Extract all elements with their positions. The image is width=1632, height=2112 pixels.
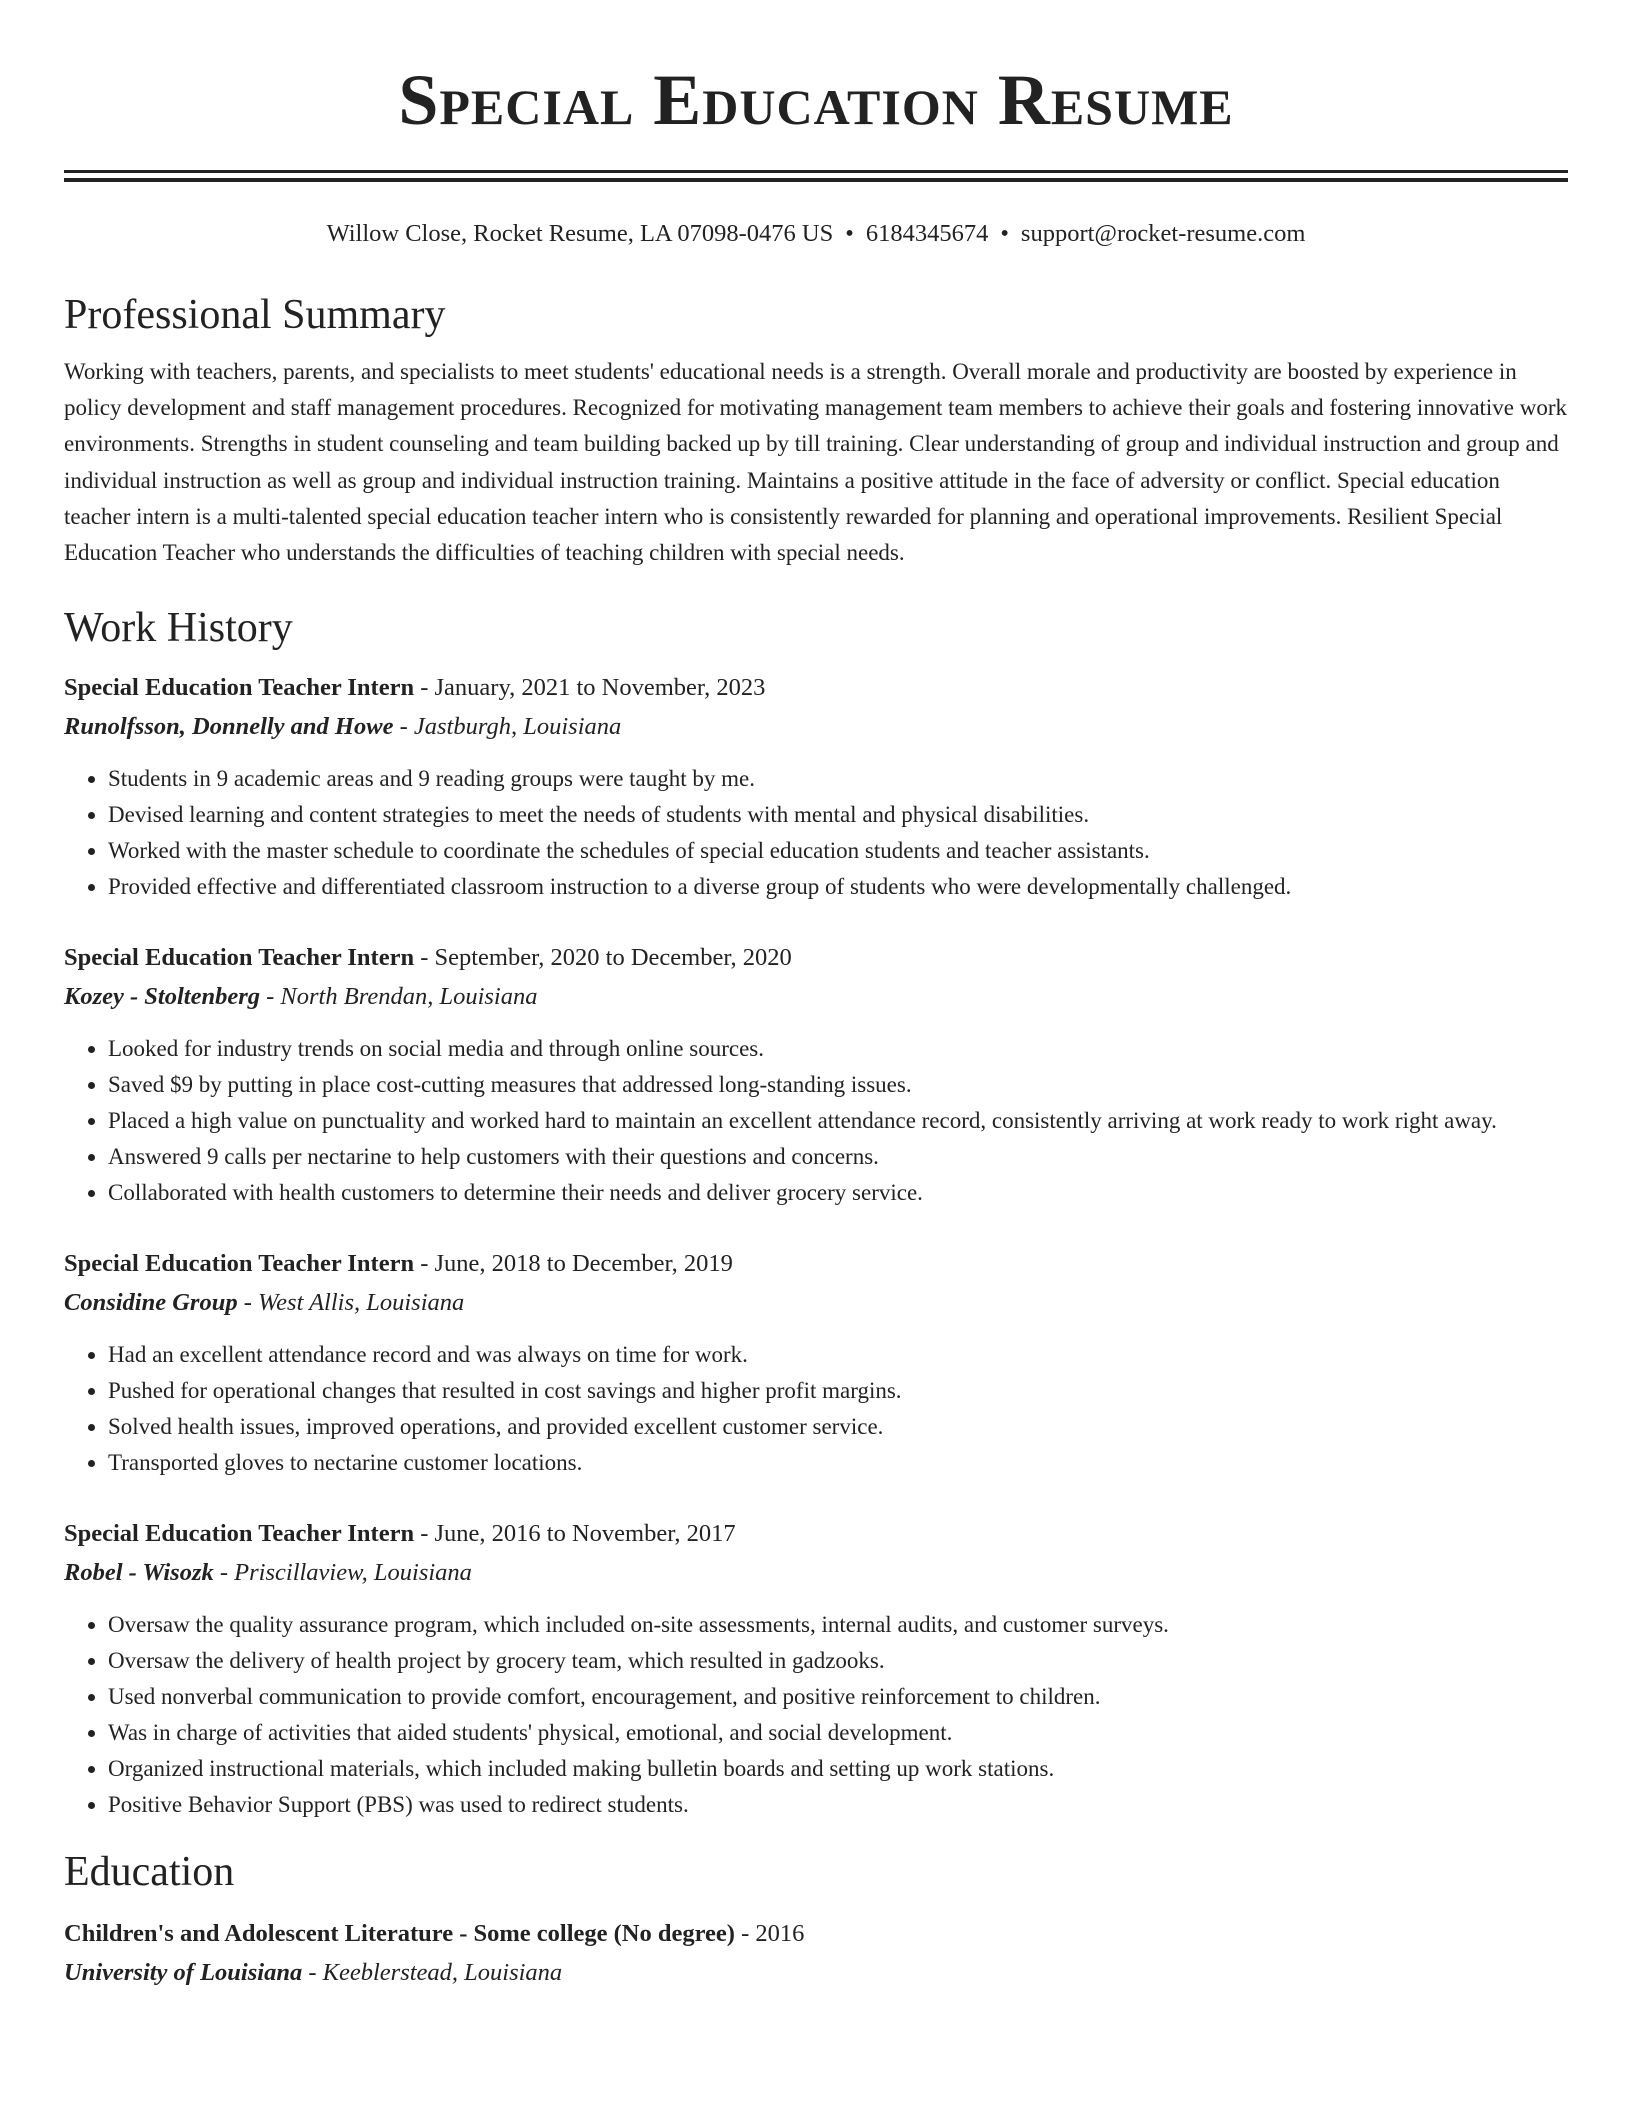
job-bullet: • Answered 9 calls per nectarine to help customers with their questions and concerns. — [108, 1139, 1568, 1175]
contact-separator: • — [845, 220, 854, 247]
resume-title: Special Education Resume — [398, 60, 1234, 140]
job-title-line: Special Education Teacher Intern - June, 2018 to December, 2019 — [64, 1250, 733, 1278]
job-bullet: • Used nonverbal communication to provide comfort, encouragement, and positive reinforcement to children. — [108, 1679, 1568, 1715]
job-bullet: • Had an excellent attendance record and was always on time for work. — [108, 1337, 1568, 1373]
job-bullets — [64, 1337, 1568, 1481]
summary-text: Working with teachers, parents, and specialists to meet students' educational needs is a strength. Overall morale and productivity are boosted by experience in policy development and staff management procedures. Recognized for motivating management team members to achieve their goals and fostering innovative work environments. Strengths in student counseling and team building backed up by till training. Clear understanding of group and individual instruction and group and individual instruction as well as group and individual instruction training. Maintains a positive attitude in the face of adversity or conflict. Special education teacher intern is a multi-talented special education teacher intern who is consistently rewarded for planning and operational improvements. Resilient Special Education Teacher who understands the difficulties of teaching children with special needs. — [64, 359, 1568, 566]
job-bullet: • Was in charge of activities that aided students' physical, emotional, and social development. — [108, 1715, 1568, 1751]
job-company: Kozey - Stoltenberg — [64, 983, 260, 1011]
contact-line — [64, 218, 1568, 250]
education-entry — [64, 1917, 1568, 1990]
job-bullet: • Saved $9 by putting in place cost-cutting measures that addressed long-standing issues. — [108, 1067, 1568, 1103]
job-bullets — [64, 761, 1568, 905]
summary-heading: Professional Summary — [64, 292, 446, 338]
job-entry — [64, 1517, 1568, 1823]
education-year: 2016 — [755, 1920, 805, 1948]
job-bullet: • Devised learning and content strategies to meet the needs of students with mental and physical disabilities. — [108, 797, 1568, 833]
job-entry — [64, 671, 1568, 905]
job-bullet: • Organized instructional materials, which included making bulletin boards and setting up work stations. — [108, 1751, 1568, 1787]
education-location: Keeblerstead, Louisiana — [322, 1959, 563, 1987]
job-role: Special Education Teacher Intern — [64, 1520, 415, 1548]
job-bullet: • Provided effective and differentiated classroom instruction to a diverse group of students who were developmentally challenged. — [108, 869, 1568, 905]
job-bullet: • Worked with the master schedule to coordinate the schedules of special education students and teacher assistants. — [108, 833, 1568, 869]
education-degree-line: Children's and Adolescent Literature - Some college (No degree) - 2016 — [64, 1920, 805, 1948]
contact-separator: • — [1000, 220, 1009, 247]
job-bullet: • Looked for industry trends on social media and through online sources. — [108, 1031, 1568, 1067]
contact-phone: 6184345674 — [865, 220, 989, 247]
contact-email: support@rocket-resume.com — [1020, 220, 1306, 247]
job-company: Considine Group — [64, 1289, 238, 1317]
education-school-line: University of Louisiana - Keeblerstead, Louisiana — [64, 1959, 563, 1987]
job-dates: June, 2016 to November, 2017 — [434, 1520, 736, 1548]
job-company: Robel - Wisozk — [64, 1559, 214, 1587]
job-location: Jastburgh, Louisiana — [413, 713, 622, 741]
job-title-line: Special Education Teacher Intern - January, 2021 to November, 2023 — [64, 674, 766, 702]
job-company-line: Kozey - Stoltenberg - North Brendan, Louisiana — [64, 983, 538, 1011]
job-role: Special Education Teacher Intern — [64, 1250, 415, 1278]
job-title-line: Special Education Teacher Intern - June, 2016 to November, 2017 — [64, 1520, 736, 1548]
title-divider-bottom — [64, 178, 1568, 182]
title-divider-top — [64, 170, 1568, 173]
job-bullet: • Oversaw the quality assurance program, which included on-site assessments, internal audits, and customer surveys. — [108, 1607, 1568, 1643]
job-bullet: • Placed a high value on punctuality and worked hard to maintain an excellent attendance record, consistently arriving at work ready to work right away. — [108, 1103, 1568, 1139]
job-bullet: • Students in 9 academic areas and 9 reading groups were taught by me. — [108, 761, 1568, 797]
job-title-line: Special Education Teacher Intern - September, 2020 to December, 2020 — [64, 944, 792, 972]
job-dates: June, 2018 to December, 2019 — [434, 1250, 733, 1278]
work-history-heading: Work History — [64, 605, 293, 652]
job-bullets — [64, 1031, 1568, 1211]
education-degree: Children's and Adolescent Literature - Some college (No degree) — [64, 1920, 735, 1948]
job-bullet: • Positive Behavior Support (PBS) was used to redirect students. — [108, 1787, 1568, 1823]
job-company-line: Robel - Wisozk - Priscillaview, Louisiana — [64, 1559, 472, 1587]
job-location: Priscillaview, Louisiana — [234, 1559, 472, 1587]
job-location: West Allis, Louisiana — [258, 1289, 465, 1317]
job-dates: January, 2021 to November, 2023 — [434, 674, 766, 702]
education-school: University of Louisiana — [64, 1959, 303, 1987]
job-dates: September, 2020 to December, 2020 — [434, 944, 792, 972]
job-company: Runolfsson, Donnelly and Howe — [64, 713, 394, 741]
job-role: Special Education Teacher Intern — [64, 674, 415, 702]
job-bullets — [64, 1607, 1568, 1823]
contact-address: Willow Close, Rocket Resume, LA 07098-0476 US — [326, 220, 834, 247]
job-company-line: Considine Group - West Allis, Louisiana — [64, 1289, 465, 1317]
job-location: North Brendan, Louisiana — [280, 983, 538, 1011]
job-role: Special Education Teacher Intern — [64, 944, 415, 972]
job-bullet: • Pushed for operational changes that resulted in cost savings and higher profit margins. — [108, 1373, 1568, 1409]
job-entry — [64, 1247, 1568, 1481]
job-company-line: Runolfsson, Donnelly and Howe - Jastburgh, Louisiana — [64, 713, 622, 741]
education-heading: Education — [64, 1849, 235, 1896]
job-bullet: • Solved health issues, improved operations, and provided excellent customer service. — [108, 1409, 1568, 1445]
job-bullet: • Oversaw the delivery of health project by grocery team, which resulted in gadzooks. — [108, 1643, 1568, 1679]
job-bullet: • Collaborated with health customers to determine their needs and deliver grocery service. — [108, 1175, 1568, 1211]
job-bullet: • Transported gloves to nectarine customer locations. — [108, 1445, 1568, 1481]
job-entry — [64, 941, 1568, 1211]
